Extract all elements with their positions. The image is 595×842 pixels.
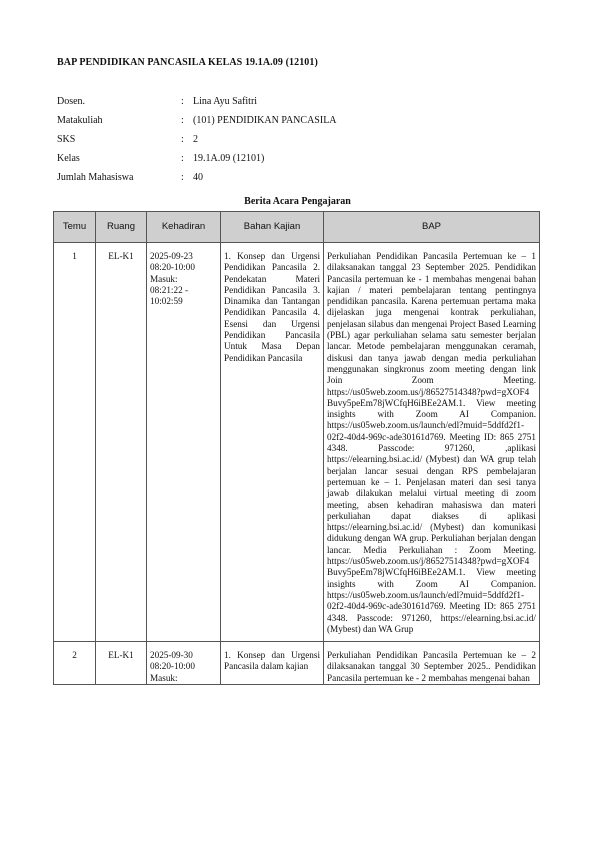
- bap-text: Perkuliahan Pendidikan Pancasila Pertemuan ke – 2 dilaksanakan tanggal 30 September 2025.. Pendidikan Pancasila pertemuan ke - 2 membahas mengenai bahan: [327, 650, 536, 683]
- cell-kehadiran: [147, 243, 221, 642]
- column-header-bahan-kajian: Bahan Kajian: [221, 212, 324, 243]
- info-row-jumlah-mahasiswa: [57, 172, 537, 191]
- bap-text: Perkuliahan Pendidikan Pancasila Pertemuan ke – 1 dilaksanakan tanggal 23 September 2025. Pendidikan Pancasila pertemuan ke - 1 membahas mengenai bahan kajian / materi pembelajaran tentang pentingnya pendidikan pancasila. Karena pertemuan pertama maka dijelaskan juga mengenai kontrak perkuliahan, penjelasan silabus dan mengenai Project Based Learning (PBL) agar perkuliahan selama satu semester berjalan lancar. Metode pembelajaran menggunakan ceramah, diskusi dan tanya jawab dengan media perkuliahan menggunakan singkronus zoom meeting dengan link Join Zoom Meeting. https://us05web.zoom.us/j/86527514348?pwd=gXOF4 Buvy5peEm78jWCfqH6iBEe2AM.1. View meeting insights with Zoom AI Companion. https://us05web.zoom.us/launch/edl?muid=5ddfd2f1-02f2-40d4-969c-ade30161d769. Meeting ID: 865 2751 4348. Passcode: 971260, ,aplikasi https://elearning.bsi.ac.id/ (Mybest) dan WA grup telah berjalan lancar sesuai dengan RPS pembelajaran pertemuan ke – 1. Penjelasan materi dan sesi tanya jawab dilakukan melalui virtual meeting di zoom meeting, absen kehadiran mahasiswa dan materi perkuliahan dapat diakses di aplikasi https://elearning.bsi.ac.id/ (Mybest) dan komunikasi didukung dengan WA grup. Perkuliahan berjalan dengan lancar. Media Perkuliahan : Zoom Meeting. https://us05web.zoom.us/j/86527514348?pwd=gXOF4 Buvy5peEm78jWCfqH6iBEe2AM.1. View meeting insights with Zoom AI Companion. https://us05web.zoom.us/launch/edl?muid=5ddfd2f1-02f2-40d4-969c-ade30161d769. Meeting ID: 865 2751 4348. Passcode: 971260, https://elearning.bsi.ac.id/ (Mybest) dan WA Grup: [327, 251, 536, 634]
- table-row: [54, 243, 540, 642]
- info-row-matakuliah: [57, 115, 537, 134]
- info-value: 19.1A.09 (12101): [193, 153, 265, 164]
- cell-kehadiran: [147, 642, 221, 685]
- bahan-kajian-text: 1. Konsep dan Urgensi Pendidikan Pancasila 2. Pendekatan Materi Pendidikan Pancasila 3. Dinamika dan Tantangan Pendidikan Pancasila 4. Esensi dan Urgensi Pendidikan Pancasila Untuk Masa Depan Pendidikan Pancasila: [224, 251, 320, 363]
- info-colon: :: [181, 134, 184, 145]
- column-header-temu: Temu: [54, 212, 96, 243]
- cell-temu: 1: [54, 243, 96, 642]
- bap-table: [53, 211, 540, 685]
- cell-bap: [324, 243, 540, 642]
- column-header-kehadiran: Kehadiran: [147, 212, 221, 243]
- cell-ruang: EL-K1: [96, 642, 147, 685]
- info-colon: :: [181, 115, 184, 126]
- info-label: Jumlah Mahasiswa: [57, 172, 134, 183]
- cell-bap: [324, 642, 540, 685]
- kehadiran-text: 2025-09-30 08:20-10:00 Masuk:: [150, 650, 195, 683]
- cell-bahan-kajian: [221, 243, 324, 642]
- info-label: Kelas: [57, 153, 80, 164]
- info-value: 40: [193, 172, 203, 183]
- info-value: Lina Ayu Safitri: [193, 96, 258, 107]
- info-row-kelas: [57, 153, 537, 172]
- info-colon: :: [181, 96, 184, 107]
- info-colon: :: [181, 172, 184, 183]
- section-title: Berita Acara Pengajaran: [244, 196, 351, 207]
- info-colon: :: [181, 153, 184, 164]
- cell-temu: 2: [54, 642, 96, 685]
- table-header-row: [54, 212, 540, 243]
- column-header-ruang: Ruang: [96, 212, 147, 243]
- cell-ruang: EL-K1: [96, 243, 147, 642]
- info-row-dosen: [57, 96, 537, 115]
- info-value: (101) PENDIDIKAN PANCASILA: [193, 115, 337, 126]
- page-bottom-margin: [0, 776, 595, 842]
- info-label: Matakuliah: [57, 115, 103, 126]
- bahan-kajian-text: 1. Konsep dan Urgensi Pancasila dalam kajian: [224, 650, 320, 672]
- column-header-bap: BAP: [324, 212, 540, 243]
- info-value: 2: [193, 134, 198, 145]
- info-label: Dosen.: [57, 96, 86, 107]
- kehadiran-text: 2025-09-23 08:20-10:00 Masuk: 08:21:22 - 10:02:59: [150, 251, 195, 307]
- cell-bahan-kajian: [221, 642, 324, 685]
- table-row: [54, 642, 540, 685]
- info-row-sks: [57, 134, 537, 153]
- info-label: SKS: [57, 134, 76, 145]
- document-title: BAP PENDIDIKAN PANCASILA KELAS 19.1A.09 (12101): [57, 57, 318, 68]
- course-info: [57, 96, 537, 191]
